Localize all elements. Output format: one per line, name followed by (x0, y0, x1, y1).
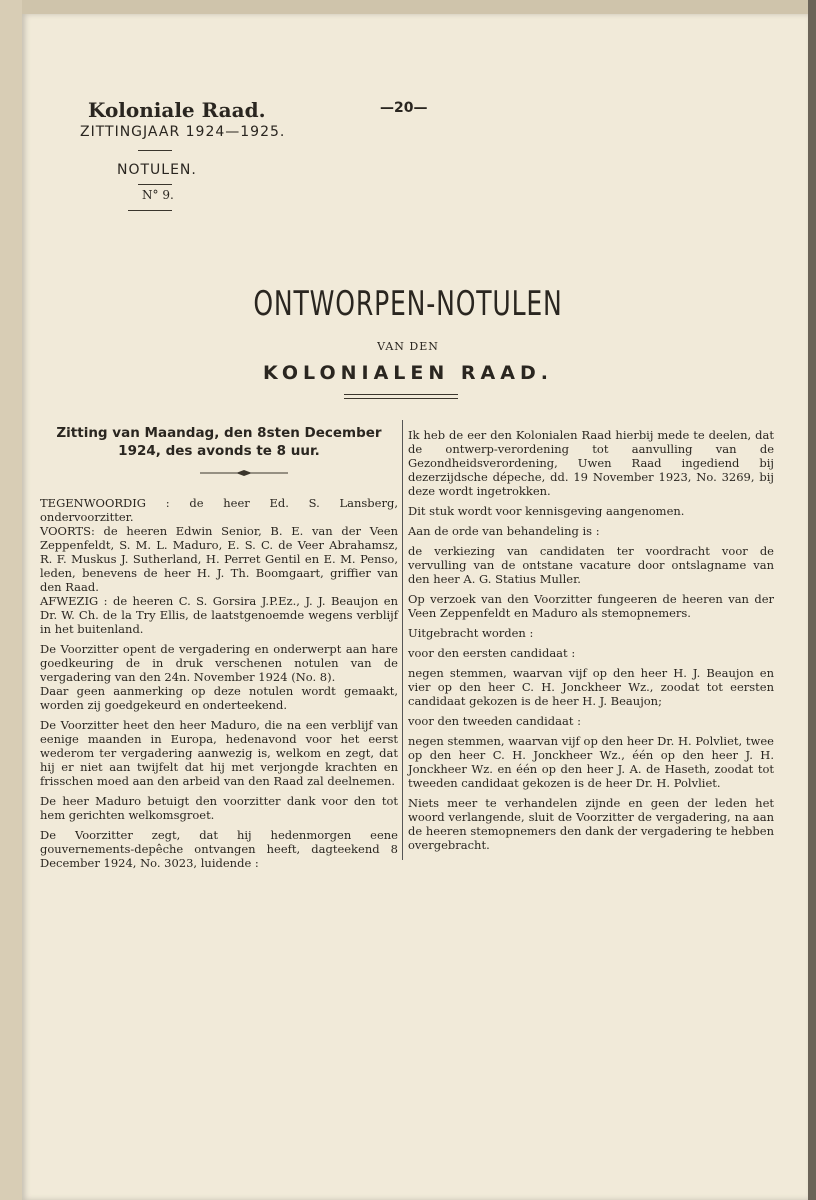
page-top-edge (22, 0, 808, 14)
council-title: Koloniale Raad. (88, 98, 266, 122)
paragraph-letter: Ik heb de eer den Kolonialen Raad hierbij mede te deelen, dat de ontwerp-verordening tot aanvulling van de Gezondheidsverordening, Uwen Raad ingediend bij dezerzijdsche dépeche, dd. 19 November 1923, No. 3269, bij deze wordt ingetrokken. (408, 428, 774, 498)
paragraph-noted: Dit stuk wordt voor kennisgeving aangenomen. (408, 504, 685, 518)
paragraph-closing: Niets meer te verhandelen zijnde en geen der leden het woord verlangende, sluit de Voorzitter de vergadering, na aan de heeren stemopnemers den dank der vergadering te hebben overgebracht. (408, 796, 774, 852)
paragraph-tellers: Op verzoek van den Voorzitter fungeeren de heeren van der Veen Zeppenfeldt en Maduro als stemopnemers. (408, 592, 774, 620)
ornament-divider-icon (200, 468, 288, 478)
paragraph-agenda: Aan de orde van behandeling is : (408, 524, 600, 538)
title-raad: KOLONIALEN RAAD. (263, 362, 553, 384)
paragraph-first-result: negen stemmen, waarvan vijf op den heer H. J. Beaujon en vier op den heer C. H. Jonckheer Wz., zoodat tot eersten candidaat gekozen is de heer H. J. Beaujon; (408, 666, 774, 708)
session-year: ZITTINGJAAR 1924—1925. (80, 124, 286, 140)
paragraph-depeche: De Voorzitter zegt, dat hij hedenmorgen eene gouvernements-depêche ontvangen heeft, dagteekend 8 December 1924, No. 3023, luidende : (40, 828, 398, 870)
right-column (408, 428, 774, 852)
paragraph-votes-cast: Uitgebracht worden : (408, 626, 534, 640)
page-right-edge (808, 0, 816, 1200)
left-column (40, 496, 398, 870)
paragraph-election: de verkiezing van candidaten ter voordracht voor de vervulling van de ontstane vacature door ontslagname van den heer A. G. Statius Muller. (408, 544, 774, 586)
title-van-den: VAN DEN (377, 340, 439, 353)
document-number: N° 9. (142, 188, 174, 202)
title-rule-2 (344, 398, 458, 399)
page-binding (0, 0, 23, 1200)
header-rule-1 (138, 150, 172, 151)
title-rule-1 (344, 394, 458, 395)
paragraph-welcome: De Voorzitter heet den heer Maduro, die na een verblijf van eenige maanden in Europa, hedenavond voor het eerst wederom ter vergadering aanwezig is, welkom en zegt, dat hij er niet aan twijfelt dat hij met verjongde krachten en frisschen moed aan den arbeid van den Raad zal deelnemen. (40, 718, 398, 788)
header-rule-3 (128, 210, 172, 211)
paragraph-minutes-approved: Daar geen aanmerking op deze notulen wordt gemaakt, worden zij goedgekeurd en onderteekend. (40, 684, 398, 712)
section-label: NOTULEN. (117, 162, 197, 178)
attendance-absent: AFWEZIG : de heeren C. S. Gorsira J.P.Ez., J. J. Beaujon en Dr. W. Ch. de la Try Ellis, de laatstgenoemde wegens verblijf in het buitenland. (40, 594, 398, 636)
column-divider (402, 420, 403, 860)
paragraph-second-result: negen stemmen, waarvan vijf op den heer Dr. H. Polvliet, twee op den heer C. H. Jonckheer Wz., één op den heer J. H. Jonckheer Wz. en één op den heer J. A. de Haseth, zoodat tot tweeden candidaat gekozen is de heer Dr. H. Polvliet. (408, 734, 774, 790)
paragraph-second-candidate: voor den tweeden candidaat : (408, 714, 581, 728)
paragraph-opening: De Voorzitter opent de vergadering en onderwerpt aan hare goedkeuring de in druk verschenen notulen van de vergadering van den 24n. November 1924 (No. 8). (40, 642, 398, 684)
meeting-heading: Zitting van Maandag, den 8sten December 1924, des avonds te 8 uur. (56, 425, 382, 459)
header-rule-2 (138, 184, 172, 185)
paragraph-first-candidate: voor den eersten candidaat : (408, 646, 576, 660)
paragraph-thanks: De heer Maduro betuigt den voorzitter dank voor den tot hem gerichten welkomsgroet. (40, 794, 398, 822)
page-number: —20— (380, 100, 428, 116)
attendance-present: TEGENWOORDIG : de heer Ed. S. Lansberg, ondervoorzitter. (40, 496, 398, 524)
attendance-others: VOORTS: de heeren Edwin Senior, B. E. van der Veen Zeppenfeldt, S. M. L. Maduro, E. S. C. de Veer Abrahamsz, R. F. Muskus J. Sutherland, H. Perret Gentil en E. M. Penso, leden, benevens de heer H. J. Th. Boomgaart, griffier van den Raad. (40, 524, 398, 594)
main-title: ONTWORPEN-NOTULEN (253, 284, 563, 324)
